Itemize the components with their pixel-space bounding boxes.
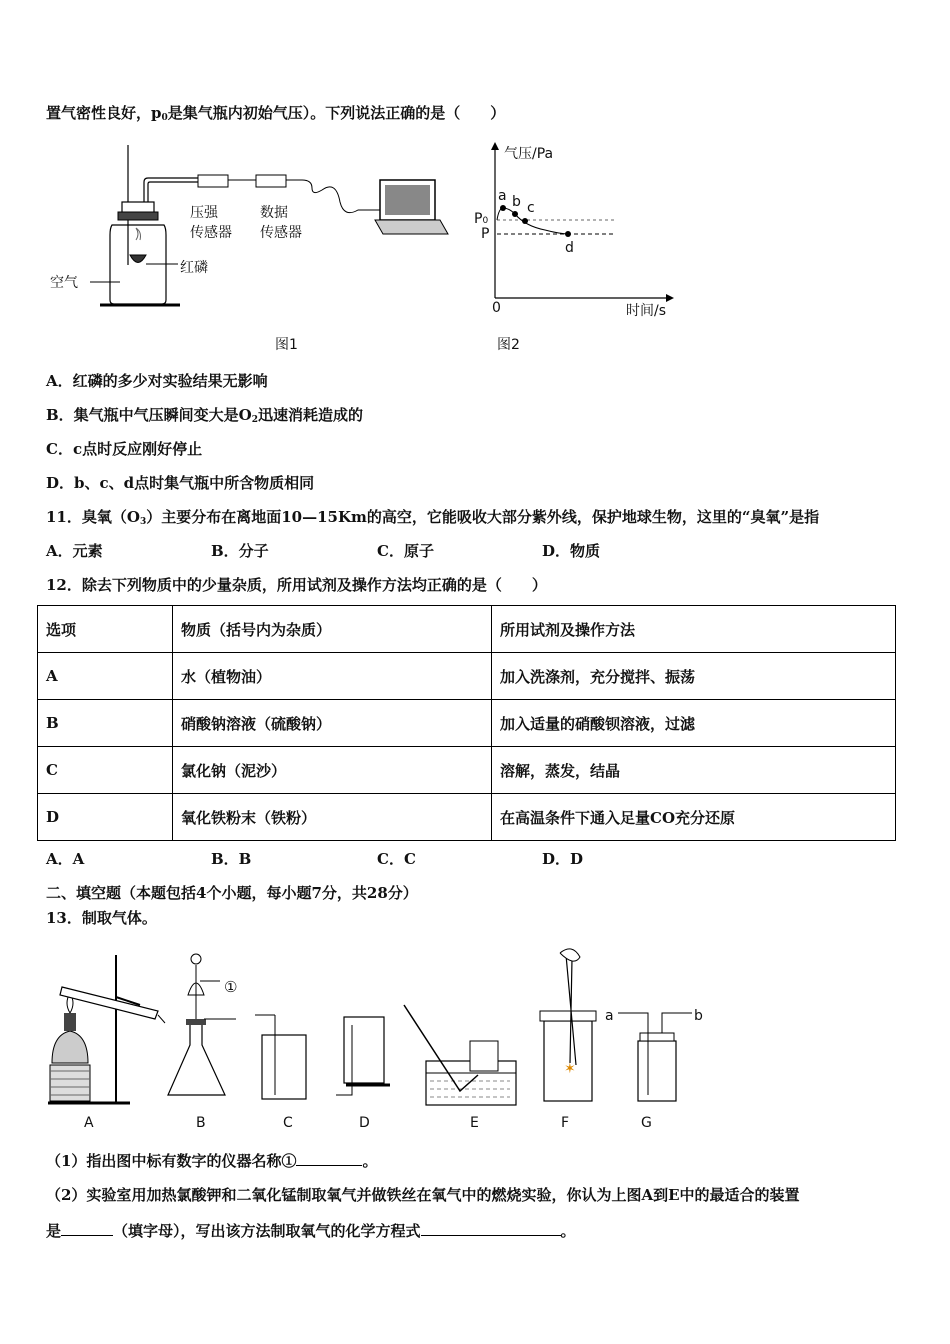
answer-blank-1[interactable] xyxy=(296,1151,362,1166)
table-row xyxy=(38,747,896,794)
graph-origin: 0 xyxy=(492,300,501,316)
graph-xlabel: 时间/s xyxy=(626,303,667,319)
q12-option-d: D．D xyxy=(542,850,584,868)
apparatus-label-e: E xyxy=(470,1115,479,1131)
q13-stem: 13．制取气体。 xyxy=(46,909,157,927)
cell-method: 溶解，蒸发，结晶 xyxy=(492,747,896,794)
apparatus-label-b: B xyxy=(196,1115,206,1131)
q11-option-c: C．原子 xyxy=(377,542,434,560)
graph-p-label: P xyxy=(481,226,490,242)
graph-point-a-label: a xyxy=(498,188,507,204)
header-method: 所用试剂及操作方法 xyxy=(492,606,896,653)
q12-table xyxy=(37,605,896,841)
q11-stem: 11．臭氧$(O_3)$主要分布在离地面10—15Km的高空，它能吸收大部分紫外线，保护地球生物，这里的“臭氧”是指 xyxy=(46,508,820,527)
q13-sub2-line1: （2）实验室用加热氯酸钾和二氧化锰制取氧气并做铁丝在氧气中的燃烧实验，你认为上图A到E中的最适合的装置 xyxy=(46,1186,800,1204)
q12-option-c: C．C xyxy=(377,850,416,868)
marker-1: ① xyxy=(224,978,238,996)
label-pressure-sensor: 压强 传感器 xyxy=(190,205,232,241)
q10-option-d: D．b、c、d点时集气瓶中所含物质相同 xyxy=(46,474,315,492)
q12-stem: 12．除去下列物质中的少量杂质，所用试剂及操作方法均正确的是（ ） xyxy=(46,576,547,594)
cell-option: C xyxy=(38,747,173,794)
table-row xyxy=(38,794,896,841)
header-substance: 物质（括号内为杂质） xyxy=(173,606,492,653)
point-a xyxy=(500,205,506,211)
graph-point-d-label: d xyxy=(565,240,574,256)
section-2-heading: 二、填空题（本题包括4个小题，每小题7分，共28分） xyxy=(46,884,418,902)
label-red-phosphorus: 红磷 xyxy=(180,260,208,276)
q12-option-a: A．A xyxy=(46,850,85,868)
q10-option-b: B．集气瓶中气压瞬间变大是$O_2$迅速消耗造成的 xyxy=(46,406,364,425)
cell-option: D xyxy=(38,794,173,841)
cell-method: 加入洗涤剂，充分搅拌、振荡 xyxy=(492,653,896,700)
q11-option-d: D．物质 xyxy=(542,542,601,560)
g-label-b: b xyxy=(694,1008,703,1024)
figure-2-caption: 图2 xyxy=(497,337,520,353)
q12-option-b: B．B xyxy=(211,850,252,868)
graph-ylabel: 气压/Pa xyxy=(504,146,554,162)
label-data-sensor: 数据 传感器 xyxy=(260,205,302,241)
cell-substance: 氯化钠（泥沙） xyxy=(173,747,492,794)
apparatus-label-g: G xyxy=(641,1115,652,1131)
q10-option-c: C．c点时反应刚好停止 xyxy=(46,440,203,458)
apparatus-label-c: C xyxy=(283,1115,293,1131)
header-option: 选项 xyxy=(38,606,173,653)
point-d xyxy=(565,231,571,237)
cell-option: A xyxy=(38,653,173,700)
cell-substance: 氧化铁粉末（铁粉） xyxy=(173,794,492,841)
q13-sub1: （1）指出图中标有数字的仪器名称① 。 xyxy=(46,1152,378,1170)
cell-substance: 硝酸钠溶液（硫酸钠） xyxy=(173,700,492,747)
graph-point-b-label: b xyxy=(512,194,521,210)
graph-p0-label: P0 xyxy=(474,211,489,227)
q11-option-b: B．分子 xyxy=(211,542,269,560)
q10-stem: 置气密性良好，$p_0$是集气瓶内初始气压）。下列说法正确的是（ ） xyxy=(46,104,506,123)
q13-apparatus-figure xyxy=(40,945,720,1115)
cell-substance: 水（植物油） xyxy=(173,653,492,700)
apparatus-label-f: F xyxy=(561,1115,570,1131)
q11-option-a: A．元素 xyxy=(46,542,103,560)
q13-sub2-line2: 是 （填字母），写出该方法制取氧气的化学方程式 。 xyxy=(46,1222,576,1240)
q10-option-a: A．红磷的多少对实验结果无影响 xyxy=(46,372,268,390)
g-label-a: a xyxy=(605,1008,614,1024)
graph-point-c-label: c xyxy=(527,200,535,216)
apparatus-label-d: D xyxy=(359,1115,370,1131)
svg-text:✶: ✶ xyxy=(564,1061,576,1077)
cell-method: 在高温条件下通入足量CO充分还原 xyxy=(492,794,896,841)
figure-1-apparatus xyxy=(40,140,460,315)
label-air: 空气 xyxy=(50,275,78,291)
point-b xyxy=(512,211,518,217)
answer-blank-3[interactable] xyxy=(421,1221,561,1236)
apparatus-label-a: A xyxy=(84,1115,94,1131)
figure-2-pressure-graph xyxy=(465,138,680,318)
answer-blank-2[interactable] xyxy=(61,1221,113,1236)
cell-method: 加入适量的硝酸钡溶液，过滤 xyxy=(492,700,896,747)
point-c xyxy=(522,218,528,224)
table-row xyxy=(38,700,896,747)
figure-1-caption: 图1 xyxy=(275,337,298,353)
table-header-row xyxy=(38,606,896,653)
cell-option: B xyxy=(38,700,173,747)
table-row xyxy=(38,653,896,700)
